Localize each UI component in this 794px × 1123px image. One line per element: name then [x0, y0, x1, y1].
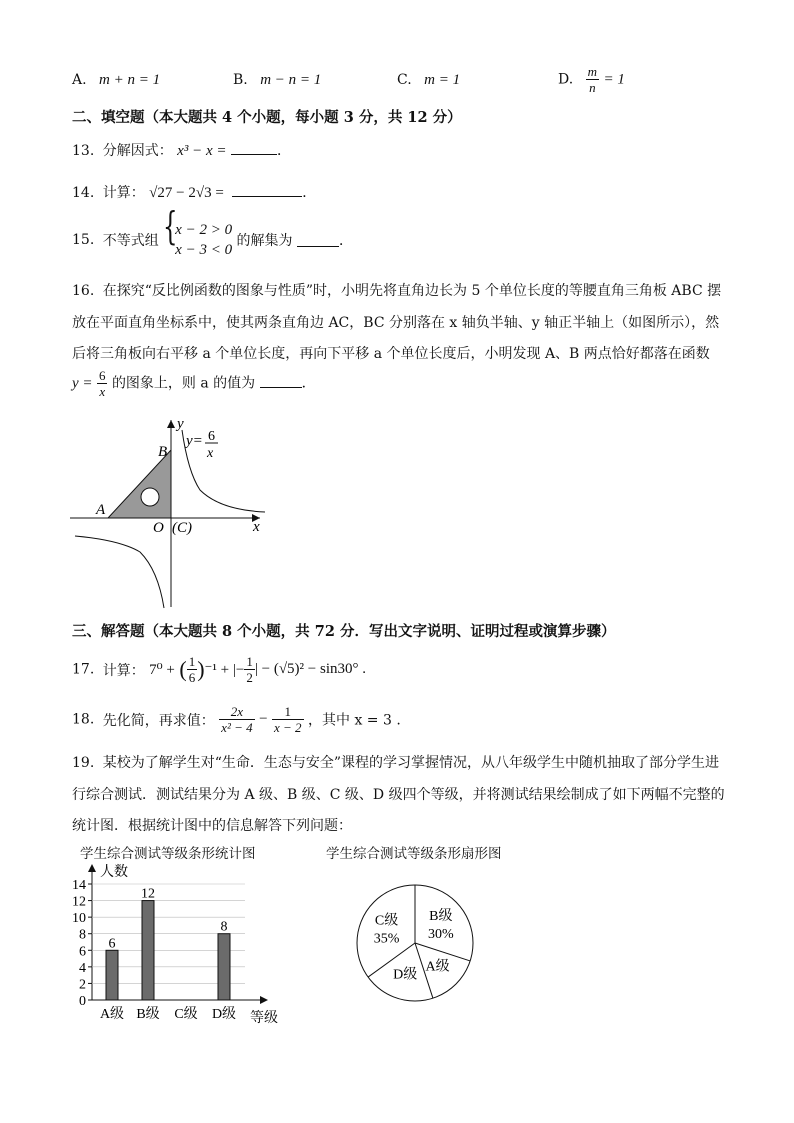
q17: 17. 计算： 7⁰ + ( $\frac{1}{6}$ )⁻¹ + |− $\frac{1}{2}$ | − (√5)² − sin30° . [72, 654, 367, 685]
fig-func-den: x [207, 446, 214, 461]
q16-line1 [72, 280, 721, 300]
choice-d [558, 64, 625, 95]
q18-frac2-num: 1 [272, 704, 304, 720]
q16-text-line1: 在探究“反比例函数的图象与性质”时，小明先将直角边长为 5 个单位长度的等腰直角三角板 ABC 摆 [102, 283, 722, 299]
q17-expr-b: ⁻¹ + |− [204, 662, 245, 678]
pie-slice-label: B级 [429, 909, 453, 925]
q16-answer-blank[interactable] [260, 375, 302, 388]
q15-brace: { [163, 204, 178, 248]
bar-category-label: C级 [174, 1007, 198, 1022]
fig-label-a: A [96, 502, 106, 518]
q16-line4: y = $\frac{6}{x}$ 的图象上，则 a 的值为 ． [72, 368, 316, 399]
fig-y-label: y [177, 416, 184, 432]
bar-4 [218, 934, 230, 1000]
section3-heading: 三、解答题（本大题共 8 个小题，共 72 分．写出文字说明、证明过程或演算步骤） [72, 623, 616, 640]
q15-answer-blank[interactable] [297, 234, 339, 247]
bar-y-label: 人数 [100, 865, 128, 880]
q16-text-line4: 的图象上，则 a 的值为 [111, 375, 256, 392]
q18-frac2-den: x − 2 [274, 720, 302, 735]
q17-frac-den: 6 [188, 670, 196, 685]
choice-d-label: D. [558, 71, 574, 88]
q16-text-line3: 后将三角板向右平移 a 个单位长度，再向下平移 a 个单位长度后，小明发现 A、B 两点恰好都落在函数 [72, 346, 710, 362]
q18-frac2 [272, 704, 304, 735]
bar-y-tick-label: 10 [72, 911, 86, 927]
bar-y-tick-label: 14 [72, 878, 86, 893]
bar-chart-title: 学生综合测试等级条形统计图 [80, 846, 256, 862]
q16-figure [60, 412, 290, 612]
triangle-abc [108, 450, 171, 518]
q18 [72, 704, 401, 735]
bar-category-label: A级 [99, 1007, 125, 1022]
q15-text: 不等式组 [102, 233, 159, 249]
bar-y-tick-label: 8 [79, 927, 86, 943]
q15-line1: x − 2 > 0 [175, 222, 233, 238]
bar-x-label: 等级 [250, 1011, 278, 1026]
bar-category-label: B级 [136, 1007, 160, 1022]
q16-no: 16. [72, 283, 95, 299]
fig-func-left: y= [186, 433, 203, 449]
bar-data-label: 8 [220, 919, 228, 935]
q13: 13. 分解因式： x³ − x = ． [72, 143, 291, 159]
q19-text-line1: 某校为了解学生对“生命．生态与安全”课程的学习掌握情况，从八年级学生中随机抽取了部分学生进 [102, 755, 720, 771]
fig-label-c: (C) [172, 520, 192, 536]
q17-abs-den: 2 [246, 670, 253, 685]
pie-chart [350, 878, 480, 1008]
q17-expr-a: 7⁰ + [149, 662, 175, 678]
fig-label-b: B [158, 444, 168, 460]
bar-x-axis-arrow [260, 996, 268, 1004]
bar-category-label: D级 [211, 1007, 237, 1022]
pie-slice-label: D级 [393, 967, 418, 983]
choice-d-den: n [589, 80, 596, 95]
choice-b-label: B. [233, 72, 248, 88]
q17-frac [187, 654, 198, 685]
q18-text: 先化简，再求值： [102, 712, 215, 729]
bar-y-tick-label: 0 [79, 994, 86, 1009]
fig-func-num: 6 [208, 429, 215, 444]
choice-a-expr: m + n = 1 [99, 72, 161, 88]
bar-y-tick-label: 4 [79, 960, 86, 976]
choice-d-fraction [586, 64, 599, 95]
q16-text-line2: 放在平面直角坐标系中，使其两条直角边 AC，BC 分别落在 x 轴负半轴、y 轴正半轴上（如图所示），然 [72, 315, 720, 331]
bar-y-tick-label: 12 [72, 894, 86, 910]
choice-d-tail: = 1 [603, 71, 625, 88]
fig-label-o: O [153, 520, 164, 536]
q19-text-line3: 统计图．根据统计图中的信息解答下列问题： [72, 818, 352, 834]
q17-abs-frac [244, 654, 255, 685]
q18-minus: − [259, 711, 268, 727]
choice-a-label: A. [72, 72, 87, 88]
q14-expr: √27 − 2√3 = [149, 185, 224, 201]
q16-func-num: 6 [98, 368, 106, 383]
y-axis-arrow [167, 420, 175, 428]
pie-slice-label: A级 [425, 959, 450, 975]
bar-chart [60, 858, 290, 1028]
q17-expr-c: | − (√5)² − sin30° . [254, 661, 367, 677]
q14-answer-blank[interactable] [232, 184, 302, 197]
q13-no: 13. [72, 143, 95, 159]
q16-func-frac [97, 368, 108, 399]
q17-no: 17. [72, 661, 95, 678]
q17-abs-num: 1 [246, 654, 253, 669]
pie-slice-label: C级 [374, 913, 399, 929]
q17-frac-num: 1 [188, 654, 196, 669]
choice-b [233, 72, 321, 89]
q14: 14. 计算： √27 − 2√3 = ． [72, 185, 317, 201]
q18-frac1 [219, 704, 254, 735]
q15-tail: 的解集为 [236, 233, 293, 249]
bar-1 [106, 950, 118, 1000]
q19-no: 19. [72, 755, 95, 771]
q18-tail: ，其中 x = 3 . [308, 712, 401, 729]
bar-data-label: 12 [141, 886, 155, 902]
choice-b-expr: m − n = 1 [260, 72, 322, 88]
bar-y-tick-label: 6 [79, 944, 86, 960]
bar-data-label: 6 [108, 936, 116, 952]
q17-text: 计算： [102, 662, 145, 679]
bar-y-tick-label: 2 [79, 977, 86, 993]
choice-d-num: m [587, 64, 598, 79]
q15-line2: x − 3 < 0 [175, 242, 233, 258]
q19-line1 [72, 752, 719, 772]
q15: 15. 不等式组 { x − 2 > 0 x − 3 < 0 的解集为 ． [72, 204, 353, 258]
bar-y-axis-arrow [88, 864, 96, 872]
hyperbola-branch-q3 [75, 536, 164, 608]
q16-func-y: y = [72, 375, 93, 392]
q18-no: 18. [72, 711, 95, 728]
pie-chart-title: 学生综合测试等级条形扇形图 [326, 846, 502, 862]
q18-frac1-den: x² − 4 [221, 720, 253, 735]
section2-heading: 二、填空题（本大题共 4 个小题，每小题 3 分，共 12 分） [72, 109, 462, 126]
pie-slice-label: 30% [427, 927, 454, 943]
q14-text: 计算： [102, 185, 145, 201]
q18-frac1-num: 2x [219, 704, 254, 720]
q13-expr: x³ − x = [177, 143, 227, 159]
q15-no: 15. [72, 232, 95, 248]
bar-2 [142, 901, 154, 1000]
choice-c-label: C. [397, 72, 412, 88]
choice-c [397, 72, 460, 89]
triangle-hole [141, 488, 159, 506]
q19-text-line2: 行综合测试．测试结果分为 A 级、B 级、C 级、D 级四个等级，并将测试结果绘制成了如下两幅不完整的 [72, 787, 725, 803]
choice-a [72, 72, 160, 89]
q15-system [163, 204, 233, 260]
choice-c-expr: m = 1 [424, 72, 461, 88]
q16-func-den: x [99, 384, 106, 399]
fig-x-label: x [253, 519, 260, 535]
q13-text: 分解因式： [102, 143, 173, 159]
pie-slice-label: 35% [373, 931, 400, 947]
q14-no: 14. [72, 185, 95, 201]
q13-answer-blank[interactable] [231, 142, 277, 155]
